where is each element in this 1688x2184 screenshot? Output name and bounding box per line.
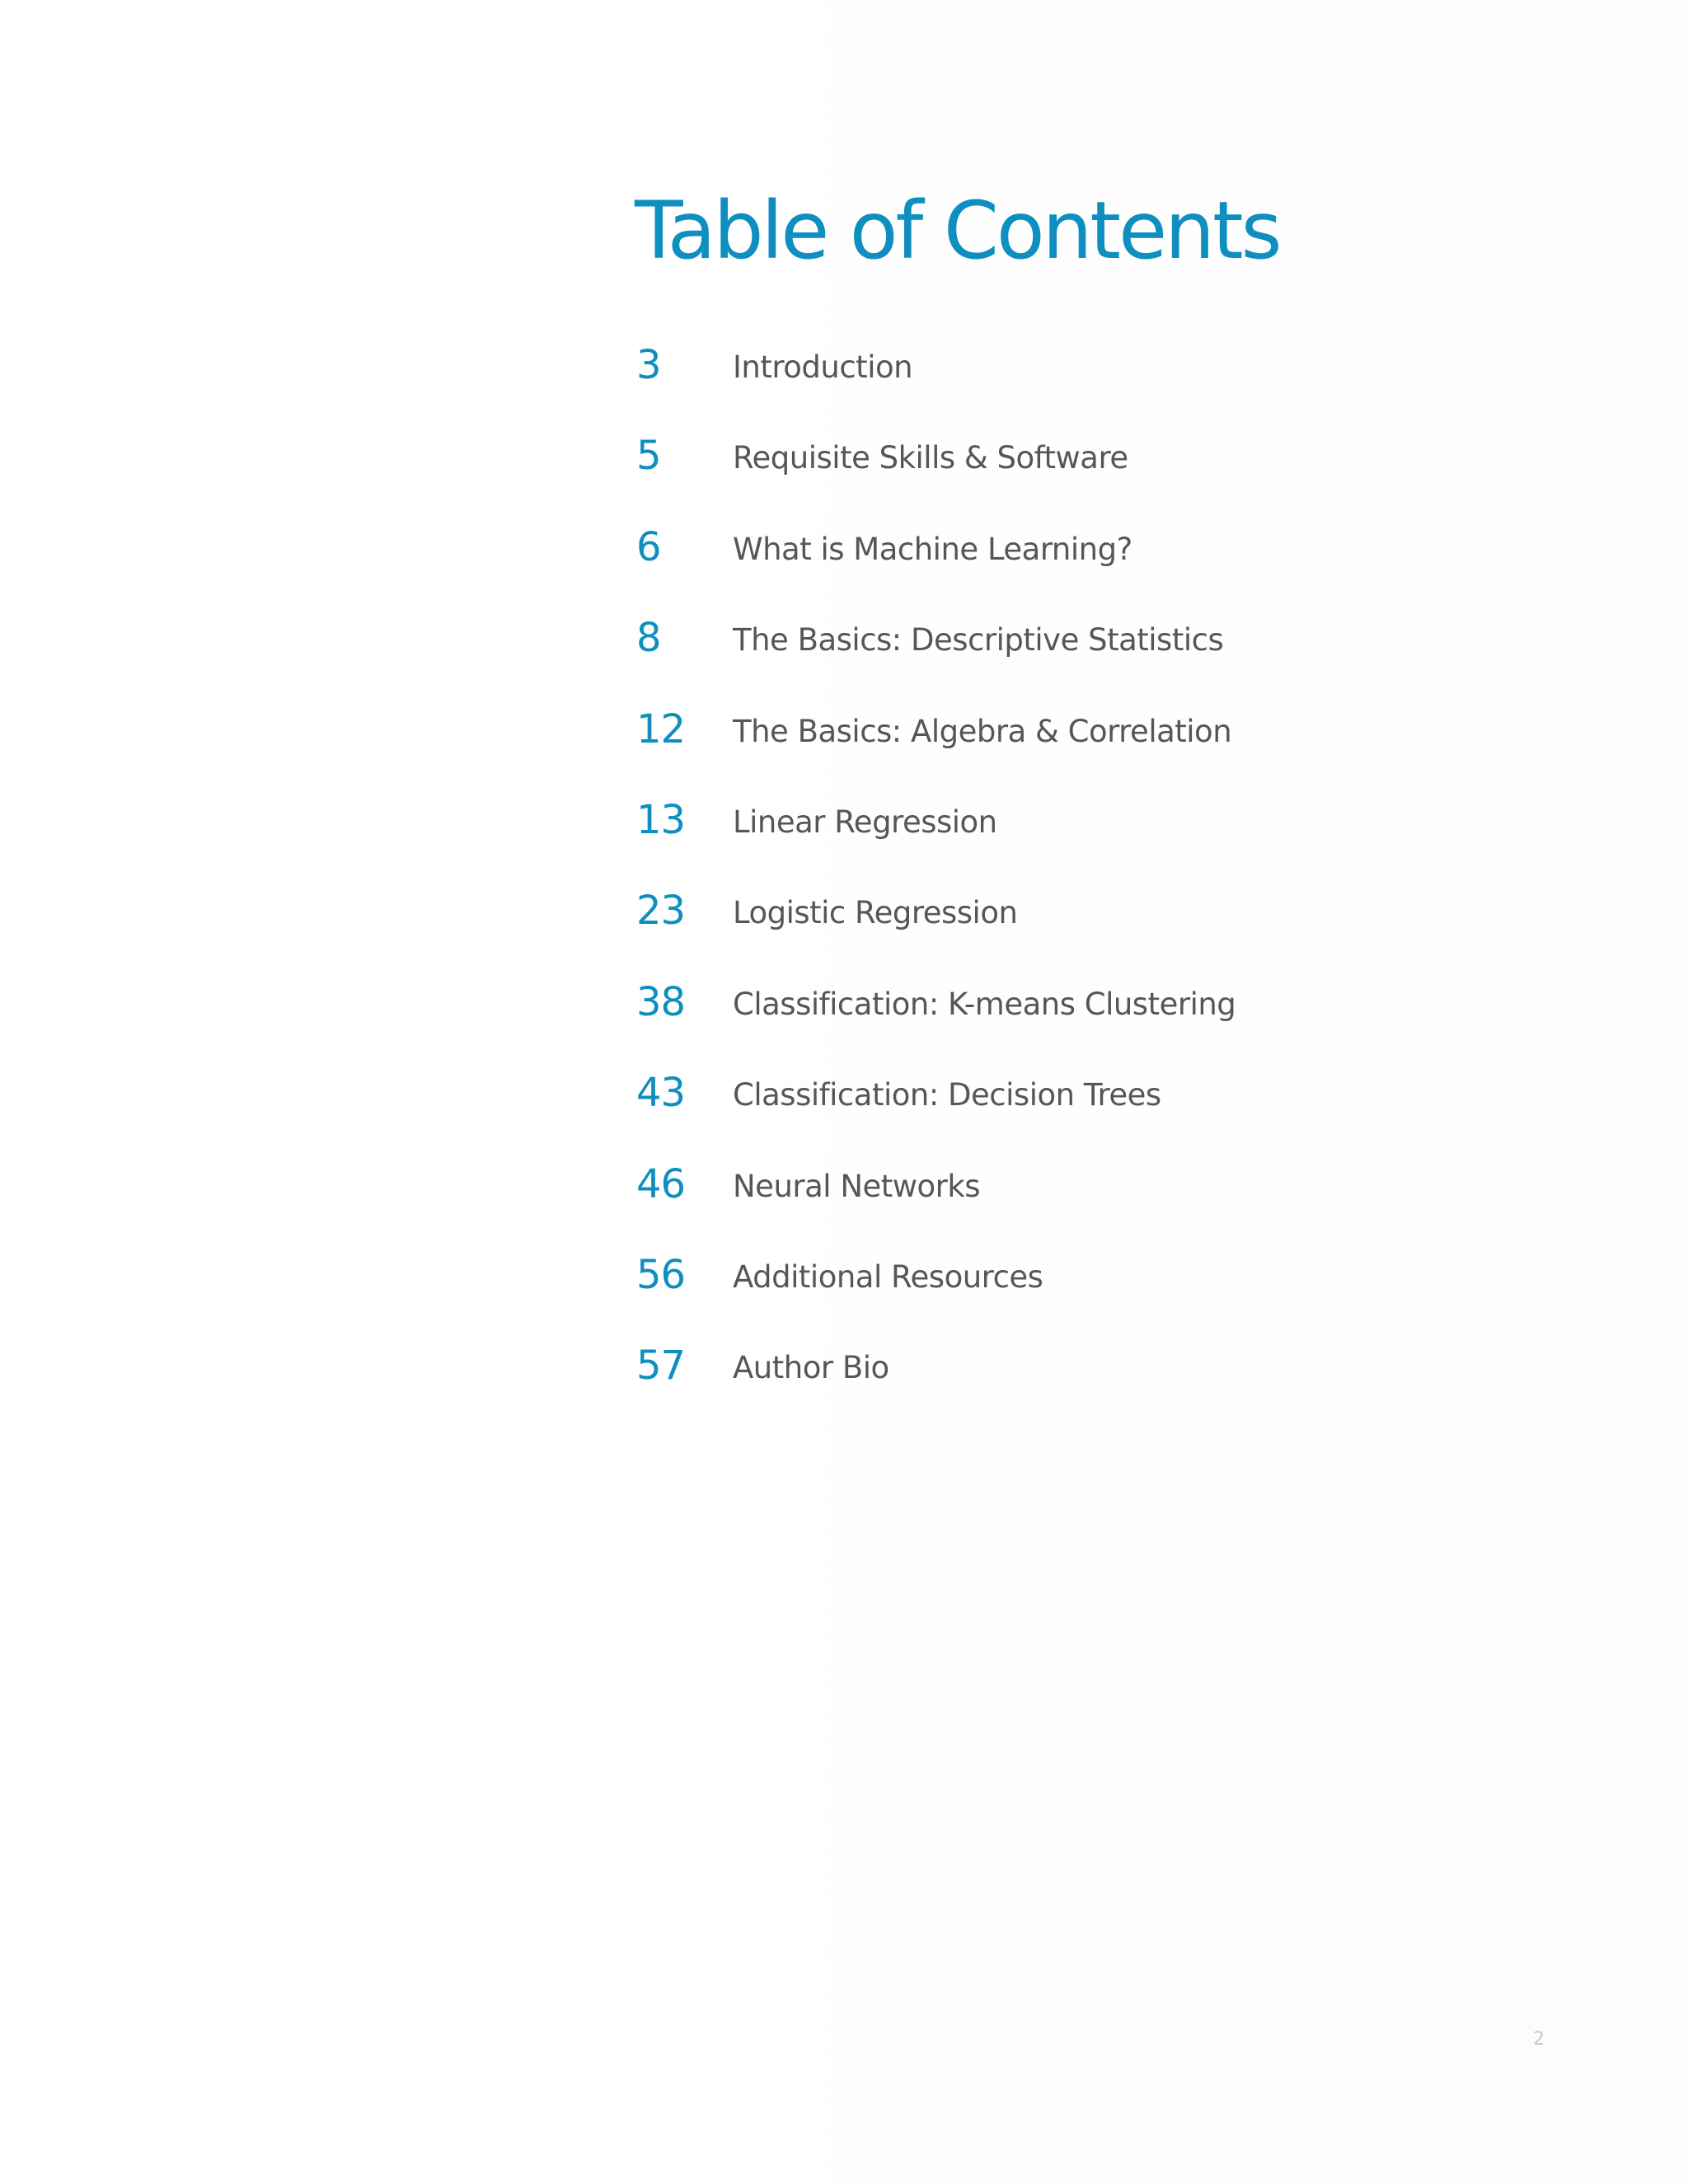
toc-page-number: 8: [636, 615, 661, 662]
toc-entry[interactable]: [636, 340, 1378, 430]
toc-entry[interactable]: [636, 977, 1378, 1067]
toc-entry-label: The Basics: Descriptive Statistics: [733, 622, 1224, 658]
toc-page-number: 3: [636, 342, 661, 388]
toc-entry-label: Introduction: [733, 349, 913, 385]
toc-entry-label: Logistic Regression: [733, 895, 1018, 931]
toc-entry[interactable]: [636, 794, 1378, 885]
toc-page-number: 13: [636, 796, 686, 843]
toc-page-number: 43: [636, 1070, 686, 1117]
toc-list: [636, 340, 1378, 1432]
toc-page-number: 56: [636, 1251, 686, 1298]
toc-page-number: 5: [636, 433, 661, 480]
toc-entry-label: The Basics: Algebra & Correlation: [733, 713, 1232, 749]
toc-entry[interactable]: [636, 704, 1378, 794]
toc-page-number: 6: [636, 523, 661, 570]
toc-entry[interactable]: [636, 1249, 1378, 1340]
toc-page-number: 12: [636, 705, 686, 752]
toc-entry[interactable]: [636, 1340, 1378, 1431]
toc-entry-label: What is Machine Learning?: [733, 531, 1132, 567]
toc-entry-label: Author Bio: [733, 1350, 889, 1386]
toc-page-number: 23: [636, 888, 686, 935]
toc-entry-label: Neural Networks: [733, 1168, 981, 1204]
toc-page-number: 57: [636, 1343, 686, 1390]
toc-entry-label: Additional Resources: [733, 1258, 1043, 1295]
toc-entry-label: Classification: Decision Trees: [733, 1077, 1161, 1113]
toc-page-number: 38: [636, 978, 686, 1025]
toc-page-number: 46: [636, 1160, 686, 1207]
page-number: 2: [1533, 2029, 1545, 2050]
toc-entry[interactable]: [636, 522, 1378, 612]
page-title: Table of Contents: [635, 185, 1280, 277]
toc-entry[interactable]: [636, 885, 1378, 976]
toc-entry[interactable]: [636, 1067, 1378, 1158]
toc-entry[interactable]: [636, 612, 1378, 703]
toc-entry-label: Classification: K-means Clustering: [733, 986, 1236, 1022]
toc-entry-label: Linear Regression: [733, 804, 997, 840]
toc-entry[interactable]: [636, 1159, 1378, 1249]
toc-entry[interactable]: [636, 430, 1378, 521]
toc-entry-label: Requisite Skills & Software: [733, 440, 1128, 476]
